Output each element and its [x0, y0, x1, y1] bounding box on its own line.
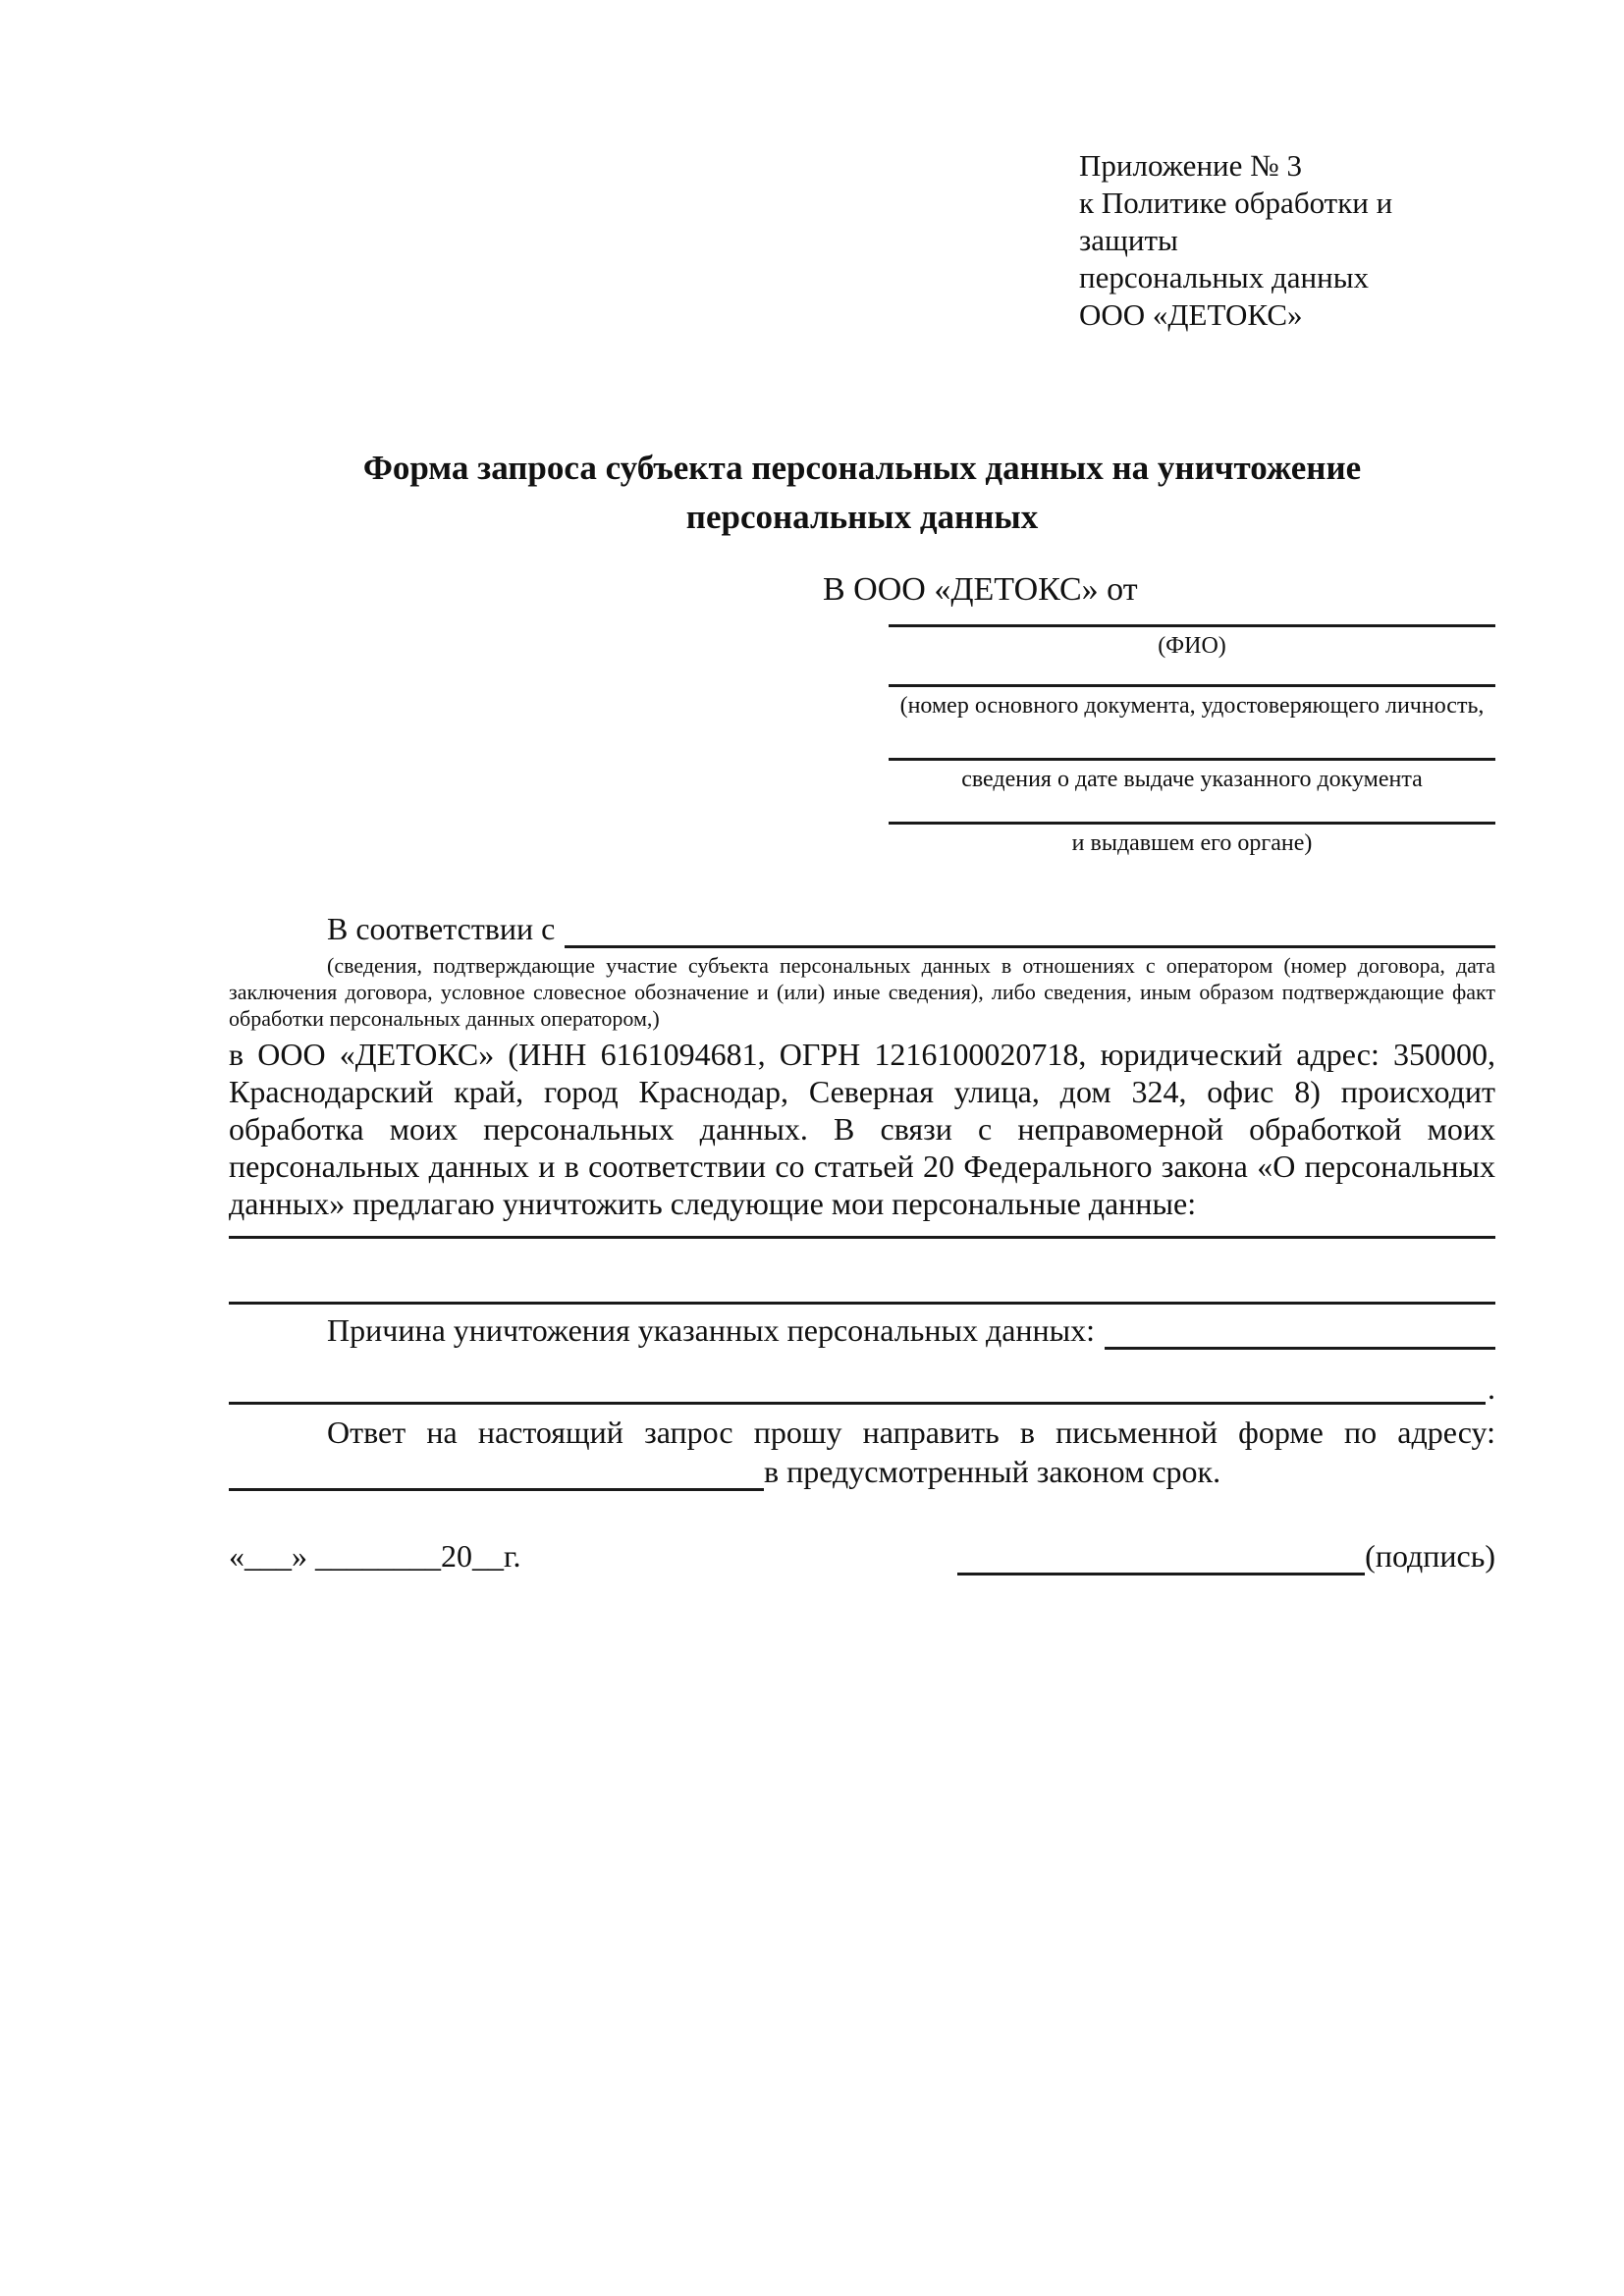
date-field[interactable]: «___» ________20__г.	[229, 1538, 521, 1574]
accordance-note: (сведения, подтверждающие участие субъекта персональных данных в отношениях с оператором (номер договора, дата заключения договора, условное словесное обозначение и (или) иные сведения), либо сведения, иным образом подтверждающие факт обработки персональных данных оператором,)	[229, 953, 1495, 1031]
personal-data-blank-line-2[interactable]	[229, 1302, 1495, 1305]
reply-deadline-text: в предусмотренный законом срок.	[764, 1454, 1221, 1489]
reason-row	[229, 1310, 1495, 1350]
document-number-caption: (номер основного документа, удостоверяющего личность,	[899, 693, 1485, 719]
annex-header-line: к Политике обработки и защиты	[1079, 186, 1393, 257]
addressee-line: В ООО «ДЕТОКС» от	[823, 571, 1138, 608]
issuing-authority-caption: и выдавшем его органе)	[1071, 830, 1313, 856]
body-paragraph: в ООО «ДЕТОКС» (ИНН 6161094681, ОГРН 1216100020718, юридический адрес: 350000, Краснодарский край, город Краснодар, Северная улица, дом 324, офис 8) происходит обработка моих персональных данных. В связи с неправомерной обработкой моих персональных данных и в соответствии со статьей 20 Федерального закона «О персональных данных» предлагаю уничтожить следующие мои персональные данные:	[229, 1037, 1495, 1221]
signature-group	[957, 1536, 1495, 1575]
document-number-field-line[interactable]	[889, 684, 1495, 687]
document-title: Форма запроса субъекта персональных данных на уничтожение персональных данных	[362, 449, 1362, 536]
fio-field-line[interactable]	[889, 624, 1495, 627]
reason-blank-line[interactable]	[1105, 1316, 1495, 1350]
address-blank-line[interactable]	[229, 1458, 764, 1491]
signature-line[interactable]	[957, 1542, 1365, 1575]
fio-field-caption: (ФИО)	[1158, 633, 1226, 659]
annex-header-line: Приложение № 3	[1079, 148, 1302, 183]
reply-address-text: Ответ на настоящий запрос прошу направить в письменной форме по адресу:	[327, 1415, 1495, 1450]
reason-continuation-row	[229, 1371, 1495, 1405]
issuing-authority-field	[889, 822, 1495, 858]
issue-date-field	[889, 758, 1495, 794]
accordance-blank-line[interactable]	[565, 915, 1495, 948]
issue-date-caption: сведения о дате выдаче указанного документа	[961, 767, 1423, 792]
personal-data-blank-line-1[interactable]	[229, 1236, 1495, 1239]
issuing-authority-field-line[interactable]	[889, 822, 1495, 825]
reason-blank-line-2[interactable]	[229, 1371, 1486, 1405]
annex-header-line: персональных данных	[1079, 260, 1370, 294]
reason-label: Причина уничтожения указанных персональных данных:	[327, 1312, 1096, 1348]
reply-address-row	[229, 1452, 1495, 1491]
reason-period: .	[1488, 1370, 1495, 1406]
accordance-row	[229, 909, 1495, 948]
accordance-lead: В соответствии с	[327, 911, 556, 946]
signature-caption: (подпись)	[1365, 1538, 1495, 1574]
issue-date-field-line[interactable]	[889, 758, 1495, 761]
annex-header-line: ООО «ДЕТОКС»	[1079, 297, 1303, 332]
annex-header	[1079, 147, 1495, 334]
fio-field	[889, 624, 1495, 661]
date-signature-row	[229, 1536, 1495, 1575]
document-number-field	[889, 684, 1495, 721]
